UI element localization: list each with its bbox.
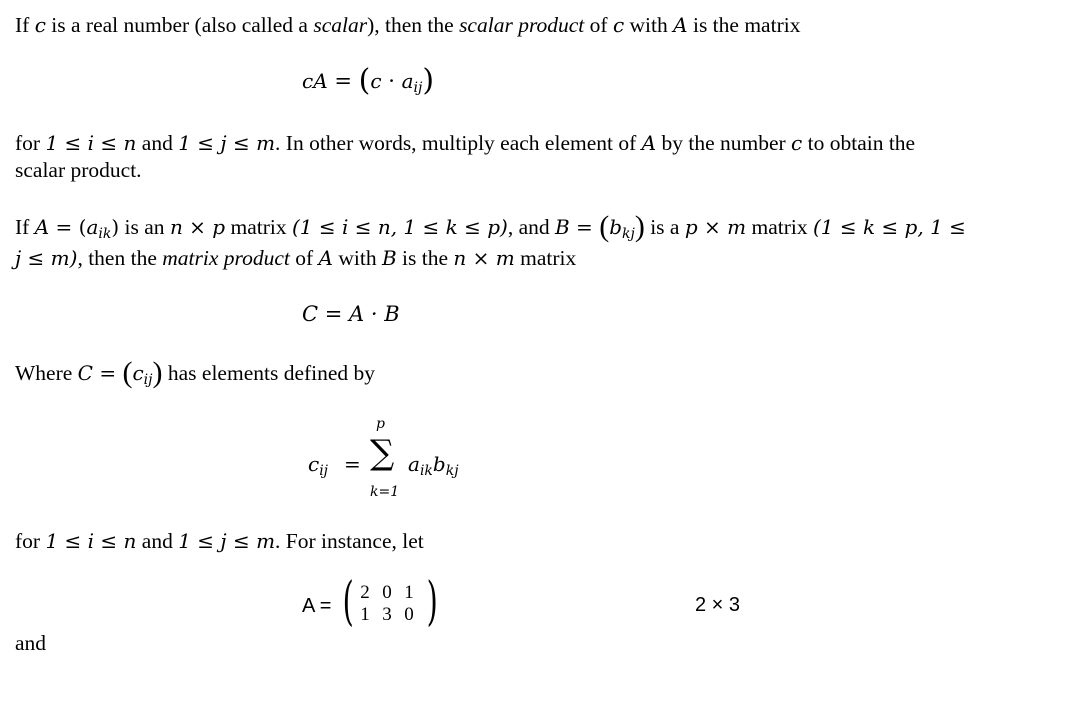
math-p-by-m: p × m [684, 215, 747, 239]
paragraph-and [15, 630, 46, 658]
math-c: c [612, 13, 625, 37]
math-condition-j: 1 ≤ j ≤ m [178, 131, 276, 155]
equals-sign: = [327, 69, 359, 93]
left-paren: ( [78, 215, 87, 239]
math-cA: cA [302, 69, 328, 93]
equation-C-equals-AB [302, 301, 400, 328]
math-condition-i: 1 ≤ i ≤ n [45, 529, 137, 553]
text: of [584, 13, 613, 37]
text: is the matrix [687, 13, 801, 37]
matrix-cell: 1 [360, 604, 370, 625]
subscript-ij: ij [319, 463, 329, 479]
paragraph-scalar-explain-line1 [15, 130, 915, 158]
equals-sign: = [49, 215, 79, 239]
summation-sigma-icon: ∑ [370, 433, 395, 473]
matrix-dimensions [695, 593, 740, 619]
text: and [136, 131, 179, 155]
text: matrix [225, 215, 292, 239]
text: ), then the [367, 13, 460, 37]
left-paren: ( [122, 356, 133, 389]
term-scalar: scalar [313, 13, 368, 37]
equals-sign: = [92, 361, 123, 385]
matrix-cell: 0 [382, 582, 392, 603]
matrix-cell: 2 [360, 582, 370, 603]
text: If [15, 13, 35, 37]
subscript-ij: ij [143, 372, 153, 388]
matrix-cell: 0 [404, 604, 414, 625]
dimensions-label: 2 × 3 [695, 594, 741, 616]
text: , and [507, 215, 555, 239]
math-B: B [555, 215, 570, 239]
text: If [15, 215, 35, 239]
subscript-kj: kj [622, 226, 635, 242]
text: is the [396, 246, 454, 270]
paragraph-scalar-intro [15, 12, 800, 40]
text: . For instance, let [275, 529, 424, 553]
matrix-grid [354, 582, 420, 626]
text: with [624, 13, 674, 37]
matrix-cell: 3 [382, 604, 392, 625]
math-condition-kj-part2: j ≤ m) [15, 246, 78, 270]
left-paren: ( [599, 210, 610, 243]
summation-upper-limit: p [376, 416, 385, 432]
equation-summation [308, 416, 508, 506]
matrix-cell: 1 [404, 582, 414, 603]
text: matrix [514, 246, 577, 270]
text: to obtain the [802, 131, 916, 155]
dot-operator: · [381, 69, 402, 93]
equals-sign: = [344, 452, 361, 476]
text: is a [644, 215, 685, 239]
paragraph-matrix-product-line2 [15, 245, 576, 273]
text: is an [119, 215, 170, 239]
math-b: b [432, 452, 446, 476]
matrix-left-paren: ( [342, 572, 354, 632]
paragraph-for-instance [15, 528, 424, 556]
right-paren: ) [634, 210, 645, 243]
text: , then the [77, 246, 163, 270]
summation-lower-limit: k=1 [370, 484, 400, 500]
math-b: b [609, 215, 622, 239]
math-n-by-p: n × p [169, 215, 226, 239]
subscript-kj: kj [445, 463, 459, 479]
term-scalar-product: scalar product [459, 13, 585, 37]
math-c: c [370, 69, 382, 93]
right-paren: ) [152, 356, 163, 389]
math-A: A [318, 246, 333, 270]
subscript-ik: ik [98, 226, 112, 242]
paragraph-where-C [15, 356, 376, 389]
text: of [289, 246, 319, 270]
equation-scalar-product [302, 63, 435, 98]
math-condition-i: 1 ≤ i ≤ n [45, 131, 137, 155]
text: for [15, 529, 46, 553]
right-paren: ) [111, 215, 120, 239]
text: has elements defined by [162, 361, 376, 385]
paragraph-scalar-explain-line2 [15, 157, 142, 185]
matrix-right-paren: ) [426, 572, 438, 632]
text: and [136, 529, 179, 553]
text: for [15, 131, 46, 155]
math-condition-ik: (1 ≤ i ≤ n, 1 ≤ k ≤ p) [291, 215, 508, 239]
subscript-ik: ik [419, 463, 433, 479]
subscript-ij: ij [413, 80, 423, 96]
text: by the number [656, 131, 792, 155]
text: Where [15, 361, 78, 385]
math-a: a [86, 215, 99, 239]
summation-term [408, 452, 459, 478]
equals-sign: = [569, 215, 600, 239]
math-A: A [302, 595, 315, 617]
math-a: a [401, 69, 414, 93]
math-c: c [34, 13, 46, 37]
text: and [15, 631, 47, 655]
text: is a real number (also called a [45, 13, 314, 37]
text: with [332, 246, 382, 270]
math-c: c [132, 361, 144, 385]
text: matrix [746, 215, 813, 239]
math-c: c [308, 452, 320, 476]
text: scalar product. [15, 158, 142, 182]
math-a: a [408, 452, 420, 476]
math-A: A [673, 13, 688, 37]
equation-text: C = A · B [302, 302, 400, 326]
math-A: A [641, 131, 657, 155]
math-C: C [77, 361, 93, 385]
math-c: c [791, 131, 803, 155]
matrix-lhs [302, 594, 332, 620]
math-condition-j: 1 ≤ j ≤ m [178, 529, 276, 553]
math-B: B [381, 246, 397, 270]
paragraph-matrix-product-line1 [15, 210, 966, 243]
left-paren: ( [358, 63, 371, 98]
term-matrix-product: matrix product [162, 246, 290, 270]
math-condition-kj-part1: (1 ≤ k ≤ p, 1 ≤ [812, 215, 966, 239]
right-paren: ) [422, 63, 435, 98]
summation-lhs [308, 452, 328, 478]
text: . In other words, multiply each element of [275, 131, 642, 155]
math-A: A [34, 215, 50, 239]
equals-sign: = [314, 595, 332, 617]
math-n-by-m: n × m [453, 246, 515, 270]
